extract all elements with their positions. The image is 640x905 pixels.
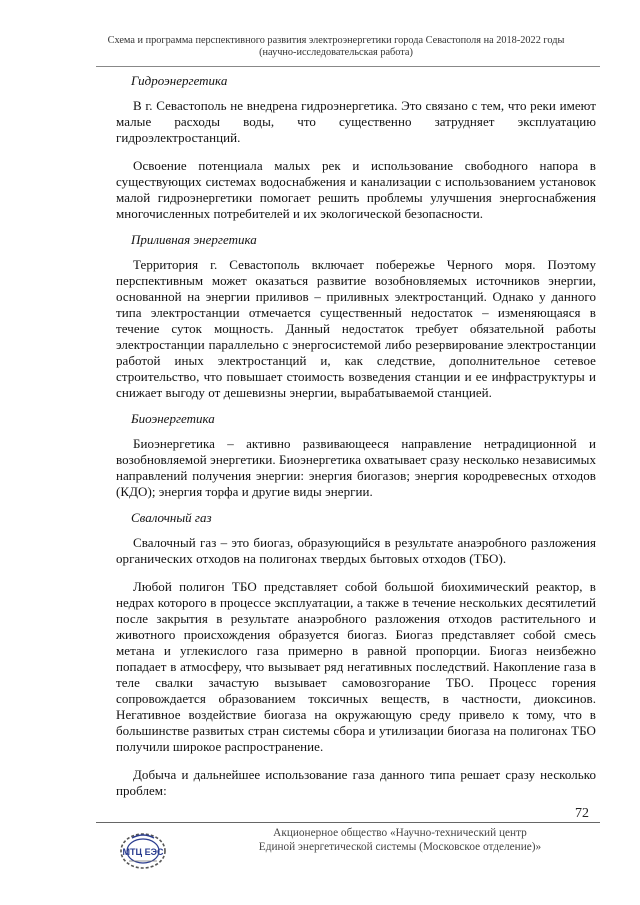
paragraph: В г. Севастополь не внедрена гидроэнергетика. Это связано с тем, что реки имеют малые расходы воды, что существенно затрудняет эксплуатацию гидроэлектростанций.: [116, 98, 596, 145]
paragraph: Добыча и дальнейшее использование газа данного типа решает сразу несколько проблем:: [116, 767, 596, 798]
paragraph: Любой полигон ТБО представляет собой большой биохимический реактор, в недрах которого в процессе эксплуатации, а также в течение нескольких десятилетий после закрытия в результате анаэробного разложения отходов растительного и животного происхождения образуется биогаз. Биогаз представляет собой смесь метана и углекислого газа примерно в равной пропорции. Биогаз неизбежно попадает в атмосферу, что вызывает ряд негативных последствий. Накопление газа в теле свалки зачастую вызывает самовозгорание ТБО. Процесс горения сопровождается образованием токсичных веществ, в частности, диоксинов. Негативное воздействие биогаза на окружающую среду привело к тому, что в большинстве развитых стран системы сбора и утилизации биогаза на полигонах ТБО получили широкое распространение.: [116, 579, 596, 754]
footer-line-2: Единой энергетической системы (Московское отделение)»: [258, 841, 542, 853]
header-divider: [96, 66, 600, 67]
section-heading-tidal: Приливная энергетика: [131, 232, 257, 247]
logo-text: МТЦ ЕЭС: [122, 847, 164, 857]
body-content: [116, 72, 596, 799]
footer-line-1: Акционерное общество «Научно-технический центр: [273, 827, 527, 839]
paragraph: Территория г. Севастополь включает побережье Черного моря. Поэтому перспективным может оказаться развитие возобновляемых источников энергии, основанной на энергии приливов – приливных электростанций. Однако у данного типа электростанции отмечается существенный недостаток – изменяющаяся в течение суток мощность. Данный недостаток требует обязательной работы электростанции параллельно с энергосистемой либо резервирование электростанции работой иных электростанций и, как следствие, дополнительное сетевое строительство, что повышает стоимость возведения станции и ее инфраструктуры и снижает выгоду от дешевизны энергии, вырабатываемой станцией.: [116, 257, 596, 400]
paragraph: Свалочный газ – это биогаз, образующийся в результате анаэробного разложения органических отходов на полигонах твердых бытовых отходов (ТБО).: [116, 535, 596, 566]
section-heading-landfill-gas: Свалочный газ: [131, 510, 212, 525]
company-logo-icon: [118, 830, 168, 874]
paragraph: Биоэнергетика – активно развивающееся направление нетрадиционной и возобновляемой энергетики. Биоэнергетика охватывает сразу несколько независимых направлений получения энергии: энергия биогазов; энергия кородревесных отходов (КДО); энергия торфа и другие виды энергии.: [116, 436, 596, 499]
header-line-1: Схема и программа перспективного развития электроэнергетики города Севастополя на 2018-2022 годы: [107, 35, 565, 46]
section-heading-hydro: Гидроэнергетика: [131, 73, 228, 88]
page-number: 72: [575, 806, 589, 821]
footer-divider: [96, 822, 600, 823]
footer-organization: [200, 826, 600, 854]
section-heading-bioenergy: Биоэнергетика: [131, 411, 215, 426]
header-line-2: (научно-исследовательская работа): [259, 47, 413, 58]
paragraph: Освоение потенциала малых рек и использование свободного напора в существующих системах водоснабжения и канализации с использованием установок малой гидроэнергетики помогает решить проблемы улучшения энергоснабжения многочисленных потребителей и их экологической безопасности.: [116, 158, 596, 221]
running-header: [96, 35, 576, 59]
